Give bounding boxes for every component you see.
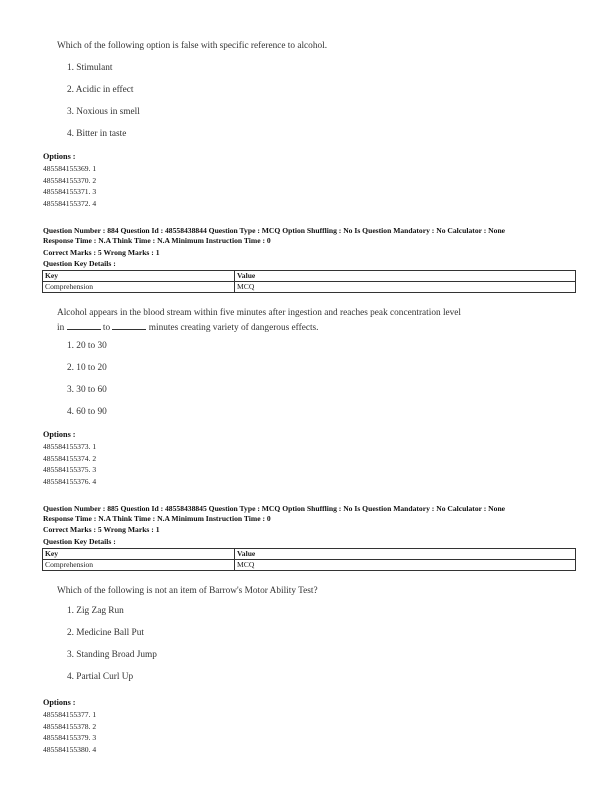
- option-id: 485584155378. 2: [43, 722, 97, 731]
- question-text: [57, 307, 527, 335]
- option-item[interactable]: 4. Partial Curl Up: [67, 672, 134, 682]
- value-cell: MCQ: [235, 282, 576, 293]
- key-cell: Comprehension: [43, 282, 235, 293]
- option-item[interactable]: 3. Standing Broad Jump: [67, 650, 157, 660]
- option-id: 485584155379. 3: [43, 733, 97, 742]
- option-item[interactable]: 4. Bitter in taste: [67, 129, 127, 139]
- option-item[interactable]: 1. Stimulant: [67, 63, 113, 73]
- options-label: Options :: [43, 430, 76, 439]
- option-id: 485584155376. 4: [43, 477, 97, 486]
- options-label: Options :: [43, 698, 76, 707]
- question-meta: Question Number : 884 Question Id : 48558438844 Question Type : MCQ Option Shuffling : No Is Question Mandatory : No Calculator : None: [43, 226, 506, 235]
- question-marks: Correct Marks : 5 Wrong Marks : 1: [43, 525, 160, 534]
- question-text: Which of the following option is false with specific reference to alcohol.: [57, 41, 328, 51]
- option-item[interactable]: 4. 60 to 90: [67, 407, 107, 417]
- question-marks: Correct Marks : 5 Wrong Marks : 1: [43, 248, 160, 257]
- key-details-table: [42, 548, 576, 571]
- value-header: Value: [235, 549, 576, 560]
- option-id: 485584155373. 1: [43, 442, 97, 451]
- option-id: 485584155374. 2: [43, 454, 97, 463]
- key-header: Key: [43, 271, 235, 282]
- option-item[interactable]: 3. 30 to 60: [67, 385, 107, 395]
- key-details-table: [42, 270, 576, 293]
- option-item[interactable]: 2. 10 to 20: [67, 363, 107, 373]
- question-text-line-2: in to minutes creating variety of dangerous effects.: [57, 320, 527, 335]
- question-timing: Response Time : N.A Think Time : N.A Minimum Instruction Time : 0: [43, 236, 271, 245]
- blank-2: [112, 320, 146, 330]
- option-id: 485584155371. 3: [43, 187, 97, 196]
- key-details-label: Question Key Details :: [43, 537, 116, 546]
- option-item[interactable]: 1. Zig Zag Run: [67, 606, 124, 616]
- options-label: Options :: [43, 152, 76, 161]
- question-text: Which of the following is not an item of Barrow's Motor Ability Test?: [57, 586, 318, 596]
- option-id: 485584155372. 4: [43, 199, 97, 208]
- option-id: 485584155369. 1: [43, 164, 97, 173]
- question-timing: Response Time : N.A Think Time : N.A Minimum Instruction Time : 0: [43, 514, 271, 523]
- option-id: 485584155375. 3: [43, 465, 97, 474]
- option-item[interactable]: 3. Noxious in smell: [67, 107, 140, 117]
- option-item[interactable]: 2. Acidic in effect: [67, 85, 134, 95]
- option-id: 485584155370. 2: [43, 176, 97, 185]
- value-header: Value: [235, 271, 576, 282]
- option-id: 485584155380. 4: [43, 745, 97, 754]
- blank-1: [67, 320, 101, 330]
- key-details-label: Question Key Details :: [43, 259, 116, 268]
- key-header: Key: [43, 549, 235, 560]
- question-text-line-1: Alcohol appears in the blood stream within five minutes after ingestion and reaches peak concentration level: [57, 308, 462, 318]
- option-item[interactable]: 2. Medicine Ball Put: [67, 628, 144, 638]
- option-item[interactable]: 1. 20 to 30: [67, 341, 107, 351]
- value-cell: MCQ: [235, 560, 576, 571]
- key-cell: Comprehension: [43, 560, 235, 571]
- option-id: 485584155377. 1: [43, 710, 97, 719]
- question-meta: Question Number : 885 Question Id : 48558438845 Question Type : MCQ Option Shuffling : No Is Question Mandatory : No Calculator : None: [43, 504, 506, 513]
